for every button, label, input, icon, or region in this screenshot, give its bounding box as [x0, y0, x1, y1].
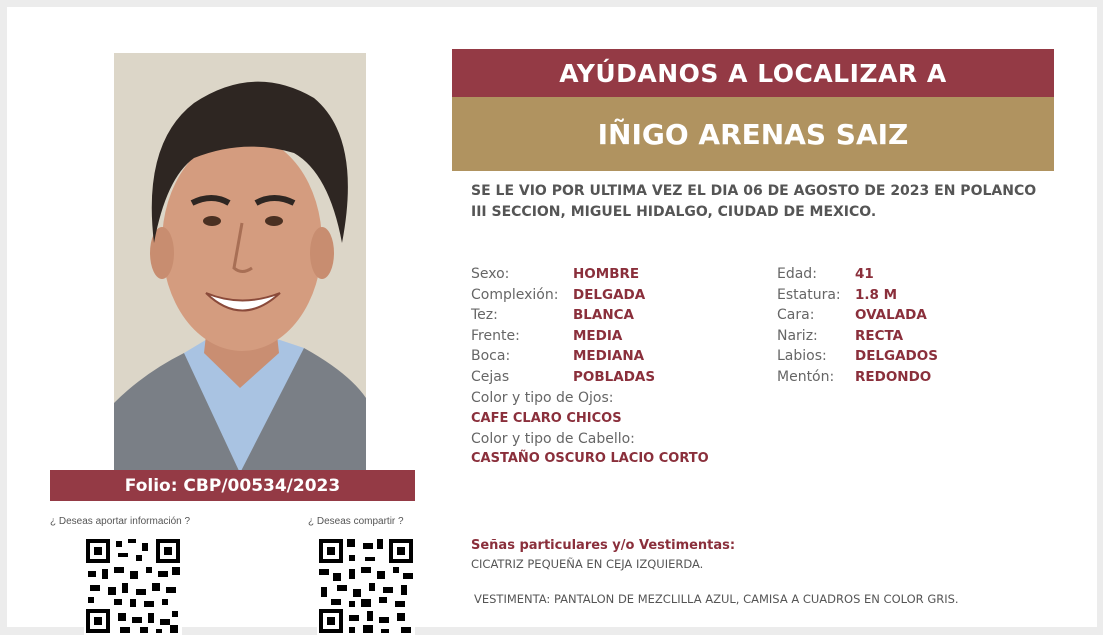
estatura-label: Estatura:: [777, 287, 841, 303]
complexion-label: Complexión:: [471, 287, 559, 303]
sexo-value: HOMBRE: [573, 266, 640, 282]
eyes-label: Color y tipo de Ojos:: [471, 390, 614, 406]
person-name: IÑIGO ARENAS SAIZ: [452, 97, 1054, 171]
folio-banner: Folio: CBP/00534/2023: [50, 470, 415, 501]
senas-marks: CICATRIZ PEQUEÑA EN CEJA IZQUIERDA.: [471, 557, 704, 571]
qr-share-code[interactable]: [317, 537, 415, 635]
person-photo: [114, 53, 366, 473]
last-seen-text: SE LE VIO POR ULTIMA VEZ EL DIA 06 DE AGOSTO DE 2023 EN POLANCO III SECCION, MIGUEL HIDALGO, CIUDAD DE MEXICO.: [471, 183, 1037, 220]
labios-value: DELGADOS: [855, 348, 938, 364]
portrait-illustration: [114, 53, 366, 473]
estatura-value: 1.8 M: [855, 287, 898, 303]
edad-value: 41: [855, 266, 874, 282]
eyes-value: CAFE CLARO CHICOS: [471, 411, 622, 426]
senas-title: Señas particulares y/o Vestimentas:: [471, 538, 736, 553]
edad-label: Edad:: [777, 266, 817, 282]
missing-person-sheet: [7, 7, 1097, 627]
nariz-label: Nariz:: [777, 328, 818, 344]
qr-info-code[interactable]: [84, 537, 182, 635]
frente-value: MEDIA: [573, 328, 623, 344]
qr-info-label: ¿ Deseas aportar información ?: [50, 516, 191, 527]
complexion-value: DELGADA: [573, 287, 646, 303]
senas-clothing: VESTIMENTA: PANTALON DE MEZCLILLA AZUL, CAMISA A CUADROS EN COLOR GRIS.: [474, 592, 959, 606]
menton-value: REDONDO: [855, 369, 932, 385]
cejas-label: Cejas: [471, 369, 510, 385]
header-title: AYÚDANOS A LOCALIZAR A: [452, 49, 1054, 97]
qr-share-label: ¿ Deseas compartir ?: [308, 516, 404, 527]
hair-value: CASTAÑO OSCURO LACIO CORTO: [471, 451, 709, 466]
sexo-label: Sexo:: [471, 266, 510, 282]
cara-label: Cara:: [777, 307, 815, 323]
cara-value: OVALADA: [855, 307, 927, 323]
tez-value: BLANCA: [573, 307, 634, 323]
nariz-value: RECTA: [855, 328, 904, 344]
labios-label: Labios:: [777, 348, 827, 364]
boca-value: MEDIANA: [573, 348, 645, 364]
hair-label: Color y tipo de Cabello:: [471, 431, 635, 447]
menton-label: Mentón:: [777, 369, 835, 385]
cejas-value: POBLADAS: [573, 369, 656, 385]
frente-label: Frente:: [471, 328, 520, 344]
tez-label: Tez:: [471, 307, 498, 323]
boca-label: Boca:: [471, 348, 511, 364]
